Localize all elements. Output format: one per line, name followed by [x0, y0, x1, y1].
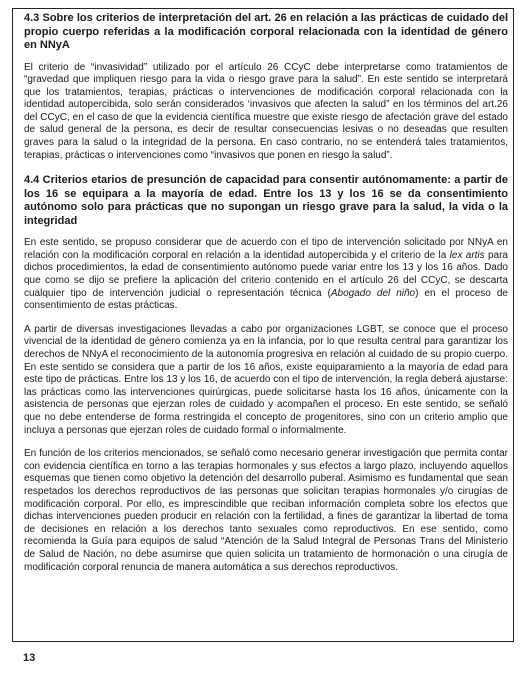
paragraph-autonomia-progresiva: A partir de diversas investigaciones llevadas a cabo por organizaciones LGBT, se conoce que el proceso vivencial de la identidad de género comienza ya en la infancia, por lo que resulta central para garantizar los derechos de NNyA el reconocimiento de la autonomía progresiva en relación al cuidado de su propio cuerpo. En este sentido se considera que a partir de los 16 años, existe equiparamiento a la mayoría de edad para este tipo de prácticas. Entre los 13 y los 16, de acuerdo con el tipo de intervención, la regla deberá ajustarse: las prácticas como las intervenciones quirúrgicas, puede solicitarse hasta los 16 años, únicamente con la asistencia de personas que ejerzan roles de cuidado y acompañen el proceso. En este sentido, se señaló que no debe entenderse de forma restringida el concepto de progenitores, sino con un criterio amplio que incluya a personas que ejerzan roles de cuidado formal o informalmente.	[24, 323, 508, 436]
paragraph-derechos-reproductivos: En función de los criterios mencionados, se señaló como necesario generar investigación que permita contar con evidencia científica en torno a las terapias hormonales y sus efectos a largo plazo, incluyendo aquellos esquemas que tienen como objetivo la detención del desarrollo puberal. Asimismo es fundamental que sean respetados los derechos reproductivos de las personas que solicitan terapias hormonales y/o cirugías de modificación corporal. Por ello, es imprescindible que reciban información completa sobre los efectos que dichas intervenciones pueden producir en relación con la fertilidad, a fines de garantizar la libertad de toma de decisiones en relación a los derechos tanto sexuales como reproductivos. En ese sentido, como recomienda la Guía para equipos de salud “Atención de la Salud Integral de Personas Trans del Ministerio de Salud de Nación, no debe asumirse que quien solicita un tratamiento de hormonación o una cirugía de modificación corporal renuncia de manera automática a sus derechos reproductivos.	[24, 448, 508, 573]
section-heading-4-3: 4.3 Sobre los criterios de interpretación del art. 26 en relación a las prácticas de cuidado del propio cuerpo referidas a la modificación corporal relacionada con la identidad de género en NNyA	[24, 12, 508, 51]
paragraph-invasividad: El criterio de “invasividad” utilizado por el artículo 26 CCyC debe interpretarse como tratamientos de “gravedad que impliquen riesgo para la vida o riesgo grave para la salud”. En este sentido se interpretará que los tratamientos, terapias, prácticas o intervenciones de modificación corporal relacionada con la identidad autopercibida, solo serán considerados ‘invasivos que afecten la salud” en los términos del art.26 del CCyC, en el caso de que la evidencia científica muestre que existe riesgo de afectación grave del estado de salud general de la persona, es decir de resultar consecuencias lesivas o no deseadas que resulten graves para la salud o la integridad de la persona. En caso contrario, no se entenderá tales tratamientos, terapias, prácticas o intervenciones como “invasivos que ponen en riesgo la salud”.	[24, 61, 508, 161]
paragraph-consentimiento: En este sentido, se propuso considerar que de acuerdo con el tipo de intervención solicitado por NNyA en relación con la modificación corporal en relación a la identidad autopercibida y el criterio de la lex artis para dichos procedimientos, la edad de consentimiento autónomo puede variar entre los 13 y los 16 años. Dado que como se dijo se prefiere la aplicación del criterio contenido en el artículo 26 del CCyC, se descarta cualquier tipo de intervención judicial o representación técnica (Abogado del niño) en el proceso de consentimiento de estas prácticas.	[24, 237, 508, 312]
page-content	[24, 12, 508, 574]
section-heading-4-4: 4.4 Criterios etarios de presunción de capacidad para consentir autónomamente: a partir de los 16 se equipara a la mayoría de edad. Entre los 13 y los 16 se da consentimiento autónomo solo para prácticas que no supongan un riesgo grave para la salud, la vida o la integridad	[24, 174, 508, 227]
page-number: 13	[23, 652, 36, 664]
